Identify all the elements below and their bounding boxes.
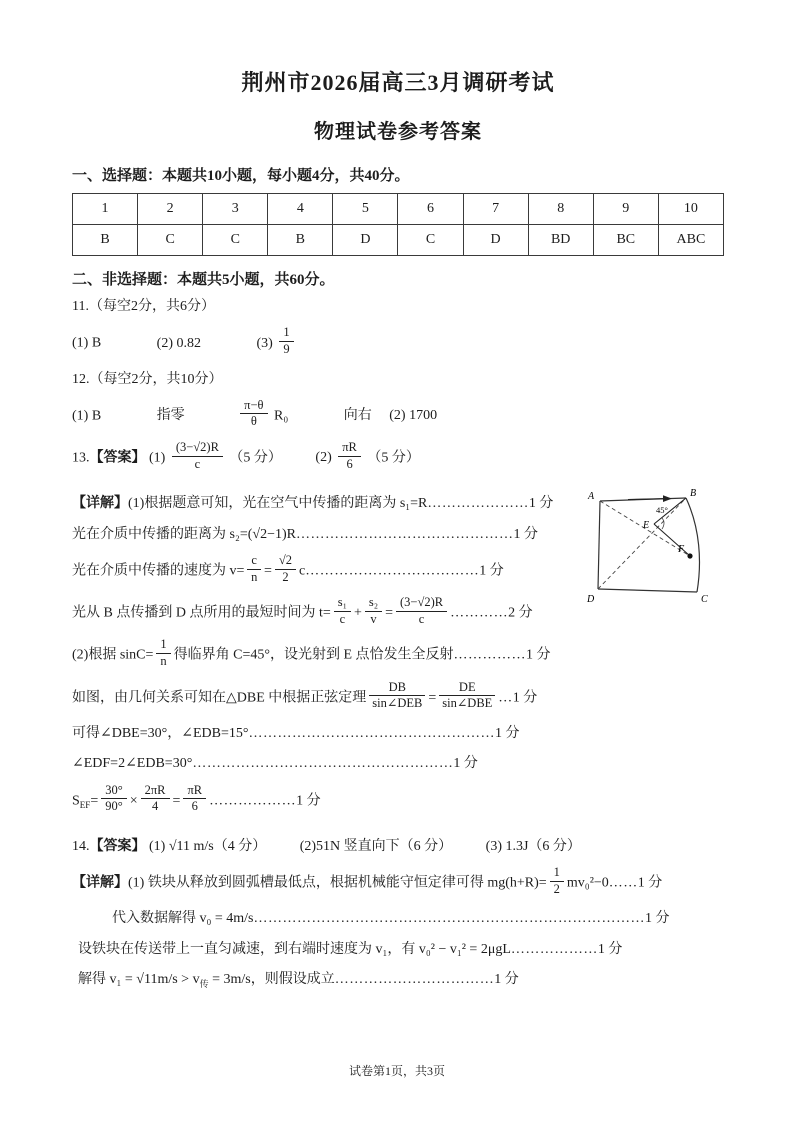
point-F-dot	[687, 554, 692, 559]
fraction-denominator: 9	[283, 341, 290, 356]
dot-leader: …………	[450, 605, 509, 621]
q12-answer-4: (2) 1700	[389, 408, 438, 424]
score: 1 分	[296, 792, 321, 808]
table-answer-cell: C	[398, 225, 463, 256]
fraction-numerator: π−θ	[240, 398, 267, 415]
q13-detail-line-9	[72, 782, 582, 817]
figure-label-B: B	[690, 488, 697, 500]
score: 1 分	[528, 496, 554, 512]
detail-text: (2)根据 sinC=	[72, 647, 154, 663]
fraction-numerator: (3−√2)R	[396, 595, 447, 612]
fraction	[338, 440, 361, 472]
q13-part2: (2)	[315, 450, 332, 466]
q12-answers	[72, 397, 724, 432]
q13-number: 13.	[72, 450, 90, 466]
fraction-denominator: 2	[553, 881, 560, 896]
detail-text: = 3m/s，则假设成立	[208, 971, 335, 987]
fraction-numerator: DB	[369, 680, 425, 697]
q12-answer-3: 向右	[343, 408, 372, 424]
figure-label-A: A	[588, 491, 595, 503]
detail-text: 光在介质中传播的速度为 v=	[72, 563, 245, 579]
times-sign: ×	[129, 792, 138, 808]
table-col-header: 4	[268, 194, 333, 225]
table-answer-cell: C	[138, 225, 203, 256]
figure-label-D: D	[587, 594, 595, 606]
fraction-denominator: c	[194, 456, 201, 471]
score: 1 分	[513, 526, 538, 542]
table-col-header: 7	[463, 194, 528, 225]
table-col-header: 2	[138, 194, 203, 225]
q12-answer-1: (1) B	[72, 408, 102, 424]
detail-tag: 【详解】	[72, 875, 128, 891]
q13-detail-line-4	[72, 597, 582, 629]
table-answer-cell: B	[268, 225, 333, 256]
equals-sign: =	[263, 563, 272, 579]
q13-score2: （5 分）	[367, 450, 420, 466]
detail-text: 可得∠DBE=30°，∠EDB=15°	[72, 725, 249, 741]
arc-BC	[686, 498, 699, 592]
fraction	[183, 783, 206, 815]
table-col-header: 5	[333, 194, 398, 225]
fraction-numerator: 1	[279, 325, 293, 342]
fraction-denominator: n	[160, 654, 167, 669]
q13-detail-line-5	[72, 639, 582, 671]
dot-leader: …	[498, 690, 513, 706]
q14-detail-line-2	[72, 909, 724, 929]
dot-leader: ………………………………………………	[192, 756, 454, 772]
plus-sign: +	[353, 605, 362, 621]
fraction	[550, 865, 564, 897]
q12-answer-2: 指零	[156, 408, 185, 424]
fraction	[275, 553, 296, 585]
score: 1 分	[637, 875, 663, 891]
detail-text: (1) 铁块从释放到圆弧槽最低点，根据机械能守恒定律可得 mg(h+R)=	[128, 875, 547, 891]
q13-detail-line-3	[72, 552, 582, 587]
detail-text: c	[299, 563, 306, 579]
table-answer-cell: B	[73, 225, 138, 256]
q14-answer-line	[72, 837, 724, 857]
figure-label-E: E	[643, 520, 650, 532]
fraction	[156, 637, 170, 669]
detail-tag: 【详解】	[72, 496, 128, 512]
optics-diagram-svg	[586, 486, 718, 610]
fraction	[396, 595, 447, 627]
fraction-numerator: 2πR	[141, 783, 170, 800]
dot-leader: …………………	[427, 496, 529, 512]
score: 2 分	[508, 605, 533, 621]
q14-answer-1: (1) √11 m/s（4 分）	[149, 838, 267, 854]
q13-detail-line-6	[72, 679, 582, 714]
table-answer-cell: D	[333, 225, 398, 256]
dot-leader: ………………	[510, 941, 598, 957]
table-answer-cell: BD	[528, 225, 593, 256]
subscript: 传	[199, 978, 209, 989]
q13-detail-lines	[72, 484, 582, 826]
section1-heading: 一、选择题：本题共10小题，每小题4分，共40分。	[72, 168, 410, 184]
fraction-numerator: πR	[183, 783, 206, 800]
dot-leader: ……	[608, 875, 638, 891]
q14-answer-2: (2)51N 竖直向下（6 分）	[299, 838, 453, 854]
page-title: 荆州市2026届高三3月调研考试	[241, 70, 555, 95]
detail-text: ∠EDF=2∠EDB=30°	[72, 756, 193, 772]
dot-leader: ……………	[453, 647, 527, 663]
table-col-header: 1	[73, 194, 138, 225]
dashed-diagonal-DB	[598, 498, 686, 589]
score: 1 分	[494, 725, 520, 741]
q13-score1: （5 分）	[229, 450, 282, 466]
section2-heading: 二、非选择题：本题共5小题，共60分。	[72, 272, 335, 288]
detail-text: 光从 B 点传播到 D 点所用的最短时间为 t=	[72, 605, 331, 621]
q13-detail-section	[72, 484, 724, 826]
fraction-denominator: 6	[346, 456, 353, 471]
equals-sign: =	[172, 792, 181, 808]
q14-detail-line-1	[72, 867, 724, 899]
q13-detail-line-1	[72, 494, 582, 514]
square-bottom-edge	[598, 589, 697, 592]
q14-detail-line-4	[72, 970, 724, 991]
square-left-edge	[598, 501, 600, 589]
figure-label-45deg: 45°	[656, 505, 668, 516]
fraction	[247, 553, 261, 585]
table-col-header: 8	[528, 194, 593, 225]
detail-text: 代入数据解得 v₀ = 4m/s	[112, 911, 254, 927]
dot-leader: ………………	[209, 792, 297, 808]
table-answer-cell: ABC	[658, 225, 723, 256]
table-answer-cell: C	[203, 225, 268, 256]
fraction-denominator: c	[418, 611, 425, 626]
q12-label: 12.（每空2分，共10分）	[72, 371, 223, 387]
fraction	[172, 440, 223, 472]
fraction-numerator: √2	[275, 553, 296, 570]
score: 1 分	[479, 563, 504, 579]
dot-leader: ………………………………	[305, 563, 480, 579]
table-answer-row	[73, 225, 724, 256]
table-col-header: 3	[203, 194, 268, 225]
equals-sign: =	[385, 605, 394, 621]
table-answer-cell: D	[463, 225, 528, 256]
fraction-denominator: θ	[250, 414, 257, 429]
figure-label-F: F	[678, 544, 685, 556]
fraction	[369, 680, 425, 712]
fraction-denominator: 6	[191, 799, 198, 814]
figure-label-C: C	[701, 594, 708, 606]
equals-sign: =	[90, 792, 99, 808]
q13-detail-line-8	[72, 754, 582, 774]
detail-text: (1)根据题意可知，光在空气中传播的距离为 s₁=R	[128, 496, 428, 512]
answer-tag: 【答案】	[89, 450, 146, 466]
fraction-denominator: n	[251, 569, 258, 584]
score: 1 分	[645, 911, 670, 927]
equals-sign: =	[428, 690, 437, 706]
fraction	[439, 680, 495, 712]
detail-text: 解得 v₁ = √11m/s > v	[78, 971, 200, 987]
score: 1 分	[512, 690, 538, 706]
score: 1 分	[526, 647, 551, 663]
q13-part1: (1)	[149, 450, 166, 466]
q14-detail-line-3	[72, 940, 724, 960]
subscript: EF	[79, 799, 91, 810]
table-col-header: 9	[593, 194, 658, 225]
ray-arrowhead	[663, 496, 672, 503]
detail-text: S	[72, 792, 80, 808]
detail-text: 得临界角 C=45°，设光射到 E 点恰发生全反射	[173, 647, 454, 663]
fraction	[240, 398, 267, 430]
fraction-numerator: 1	[550, 865, 564, 882]
fraction-numerator: c	[247, 553, 261, 570]
q11-label: 11.（每空2分，共6分）	[72, 299, 215, 314]
dot-leader: ……………………………	[334, 971, 495, 987]
choice-answer-table	[72, 193, 724, 256]
fraction-numerator: (3−√2)R	[172, 440, 223, 457]
q11-answer-2: (2) 0.82	[156, 335, 201, 351]
fraction-denominator: v	[370, 611, 377, 626]
fraction	[101, 783, 127, 815]
fraction-numerator: 1	[156, 637, 170, 654]
detail-text: mv₀²−0	[566, 875, 609, 891]
fraction-numerator: s₁	[334, 595, 351, 612]
fraction-denominator: 4	[151, 799, 159, 814]
fraction-denominator: sin∠DEB	[372, 696, 423, 711]
fraction-numerator: 30°	[101, 783, 127, 800]
fraction-numerator: πR	[338, 440, 361, 457]
dot-leader: ……………………………………………	[248, 725, 495, 741]
fraction-denominator: 2	[282, 569, 289, 584]
score: 1 分	[597, 941, 623, 957]
fraction-denominator: 90°	[105, 799, 123, 814]
q13-detail-line-7	[72, 724, 582, 744]
fraction	[365, 595, 382, 627]
detail-text: 如图，由几何关系可知在△DBE 中根据正弦定理	[72, 690, 367, 706]
detail-text: 设铁块在传送带上一直匀减速，到右端时速度为 v₁，有 v₀² − v₁² = 2μgL	[78, 941, 511, 957]
q11-answers	[72, 327, 724, 359]
q13-detail-line-2	[72, 525, 582, 545]
fraction-numerator: DE	[439, 680, 495, 697]
score: 1 分	[453, 756, 478, 772]
answer-tag: 【答案】	[89, 838, 146, 854]
dot-leader: ………………………………………	[295, 526, 514, 542]
page-subtitle: 物理试卷参考答案	[314, 121, 482, 143]
q12-r0: R₀	[274, 408, 289, 424]
q11-answer-3-prefix: (3)	[256, 335, 273, 351]
table-header-row	[73, 194, 724, 225]
fraction	[279, 325, 293, 357]
fraction-denominator: sin∠DBE	[442, 696, 493, 711]
fraction	[141, 783, 170, 815]
score: 1 分	[494, 971, 519, 987]
fraction-numerator: s₂	[365, 595, 382, 612]
fraction-denominator: c	[339, 611, 346, 626]
angle-marker-E	[662, 518, 664, 529]
fraction	[334, 595, 351, 627]
table-answer-cell: BC	[593, 225, 658, 256]
q13-answer-line	[72, 442, 724, 474]
dot-leader: ………………………………………………………………………	[253, 911, 646, 927]
optics-figure	[586, 484, 724, 610]
detail-text: 光在介质中传播的距离为 s₂=(√2−1)R	[72, 526, 296, 542]
page-footer: 试卷第1页，共3页	[348, 1064, 445, 1078]
q14-number: 14.	[72, 838, 90, 854]
table-col-header: 10	[658, 194, 723, 225]
table-col-header: 6	[398, 194, 463, 225]
q11-answer-1: (1) B	[72, 335, 102, 351]
q14-answer-3: (3) 1.3J（6 分）	[485, 838, 581, 854]
ray-E-to-F	[654, 524, 690, 556]
